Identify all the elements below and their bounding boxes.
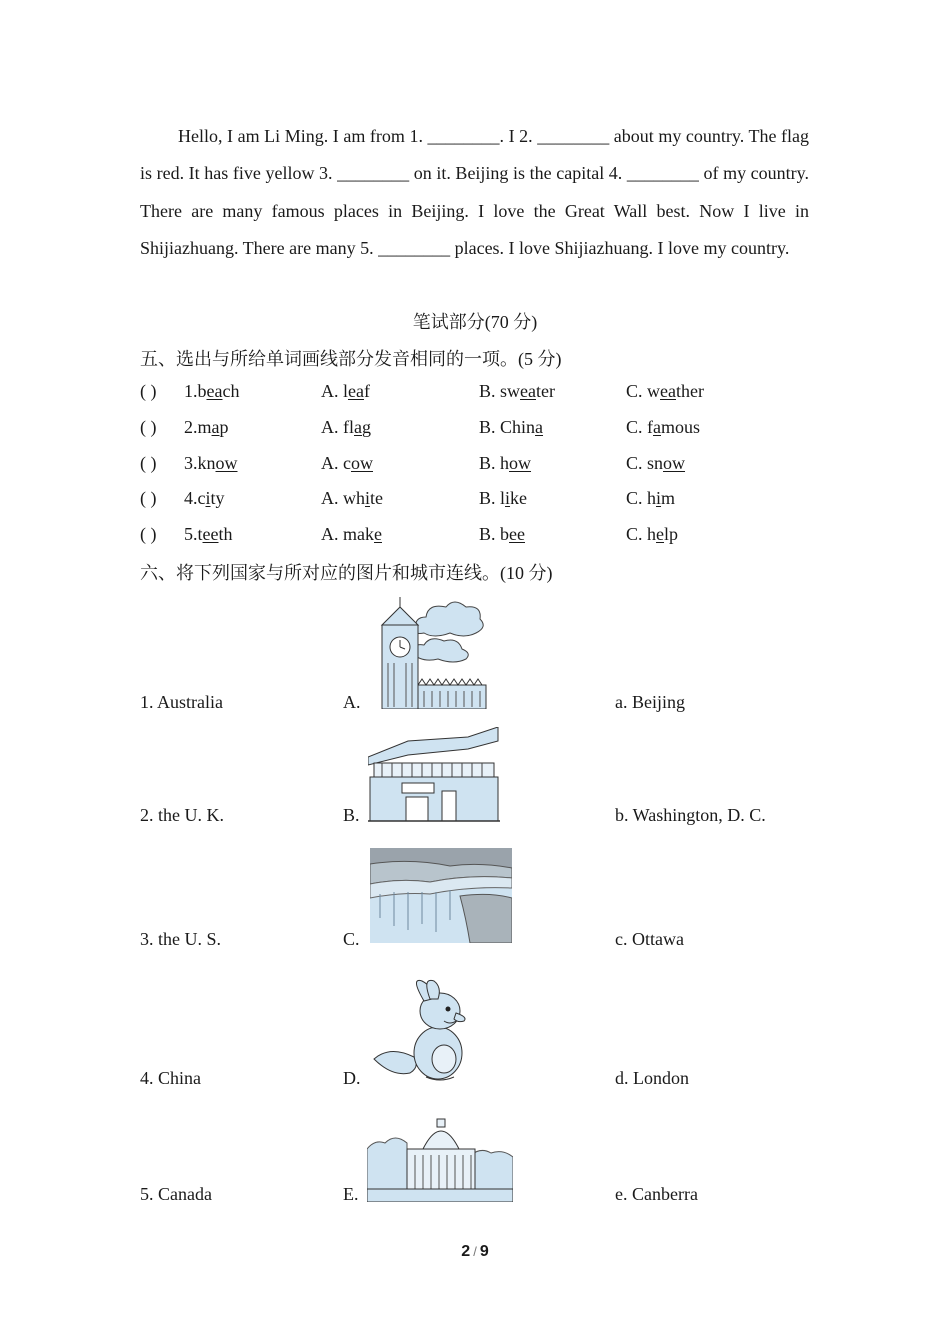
word-start: A. fl (321, 417, 354, 437)
option-a (321, 488, 383, 509)
option-b (479, 524, 525, 545)
option-a (321, 381, 370, 402)
given-word (184, 524, 233, 545)
picture-letter[interactable]: B. (343, 805, 360, 825)
word-end: te (370, 488, 384, 508)
word-start: B. sw (479, 381, 521, 401)
palace-museum-picture (368, 727, 500, 823)
underlined-sound: ea (660, 381, 676, 401)
word-end: f (363, 381, 370, 401)
option-b (479, 381, 555, 402)
word-start: C. sn (626, 453, 664, 473)
country-label[interactable]: 3. the U. S. (140, 929, 221, 949)
question-number: 4. (184, 488, 198, 508)
picture-letter[interactable]: E. (343, 1184, 359, 1204)
picture-letter[interactable]: A. (343, 692, 361, 712)
part5-heading: 五、选出与所给单词画线部分发音相同的一项。(5 分) (140, 349, 562, 369)
underlined-sound: ow (663, 453, 686, 473)
word-end: ch (222, 381, 240, 401)
underlined-sound: a (211, 417, 220, 437)
word-start: A. wh (321, 488, 365, 508)
word-start: C. f (626, 417, 653, 437)
word-start: C. w (626, 381, 661, 401)
given-word (184, 488, 225, 509)
underlined-sound: i (505, 488, 511, 508)
underlined-sound: a (653, 417, 661, 437)
word-end: ther (676, 381, 704, 401)
word-start: B. b (479, 524, 510, 544)
city-label[interactable]: e. Canberra (615, 1184, 698, 1204)
option-a (321, 524, 382, 545)
question-row (140, 524, 840, 554)
picture-letter[interactable]: C. (343, 929, 360, 949)
word-start: B. l (479, 488, 506, 508)
option-c (626, 488, 675, 509)
underlined-sound: ow (215, 453, 238, 473)
question-row (140, 381, 840, 411)
capitol-picture (367, 1109, 513, 1202)
underlined-sound: ee (202, 524, 219, 544)
answer-blank[interactable]: ( ) (140, 381, 157, 401)
word-end: ke (510, 488, 528, 508)
option-b (479, 417, 543, 438)
underlined-sound: ee (509, 524, 525, 544)
underlined-sound: i (656, 488, 662, 508)
option-b (479, 488, 527, 509)
underlined-sound: ow (351, 453, 373, 473)
city-label[interactable]: b. Washington, D. C. (615, 805, 766, 825)
city-label[interactable]: c. Ottawa (615, 929, 684, 949)
cloze-passage: Hello, I am Li Ming. I am from 1. ________. I 2. ________ about my country. The flag is red. It has five yellow 3. ________ on it. Beijing is the capital 4. ________ of my country. There are many famous places in Beijing. I love the Great Wall best. Now I live in Shijiazhuang. There are many 5. ________ places. I love Shijiazhuang. I love my country. (140, 126, 809, 259)
word-start: c (197, 488, 206, 508)
word-end: lp (664, 524, 679, 544)
answer-blank[interactable]: ( ) (140, 417, 157, 437)
option-c (626, 381, 704, 402)
country-label[interactable]: 1. Australia (140, 692, 223, 712)
question-row (140, 488, 840, 518)
word-start: t (197, 524, 203, 544)
option-c (626, 417, 700, 438)
underlined-sound: a (354, 417, 362, 437)
underlined-sound: i (365, 488, 371, 508)
underlined-sound: a (535, 417, 544, 437)
country-label[interactable]: 5. Canada (140, 1184, 212, 1204)
city-label[interactable]: a. Beijing (615, 692, 685, 712)
question-number: 2. (184, 417, 198, 437)
word-end: mous (661, 417, 701, 437)
country-label[interactable]: 4. China (140, 1068, 201, 1088)
question-row (140, 453, 840, 483)
section-title: 笔试部分(70 分) (412, 312, 538, 332)
option-c (626, 524, 678, 545)
kangaroo-picture (370, 977, 470, 1083)
word-start: b (197, 381, 207, 401)
answer-blank[interactable]: ( ) (140, 453, 157, 473)
question-row (140, 417, 840, 447)
word-start: B. h (479, 453, 510, 473)
word-start: A. c (321, 453, 351, 473)
word-end: g (362, 417, 371, 437)
word-start: B. Chin (479, 417, 536, 437)
word-end: ty (210, 488, 225, 508)
part6-heading: 六、将下列国家与所对应的图片和城市连线。(10 分) (140, 563, 553, 583)
word-start: A. mak (321, 524, 374, 544)
page-number (0, 1243, 950, 1261)
city-label[interactable]: d. London (615, 1068, 689, 1088)
question-number: 5. (184, 524, 198, 544)
answer-blank[interactable]: ( ) (140, 524, 157, 544)
question-number: 1. (184, 381, 198, 401)
given-word (184, 417, 229, 438)
given-word (184, 453, 238, 474)
underlined-sound: e (656, 524, 665, 544)
picture-letter[interactable]: D. (343, 1068, 361, 1088)
word-start: m (197, 417, 212, 437)
underlined-sound: e (374, 524, 382, 544)
word-end: m (661, 488, 676, 508)
word-start: kn (197, 453, 216, 473)
option-c (626, 453, 685, 474)
word-start: A. l (321, 381, 348, 401)
option-a (321, 417, 371, 438)
question-number: 3. (184, 453, 198, 473)
big-ben-picture (368, 597, 488, 709)
total-pages: 9 (479, 1243, 489, 1260)
underlined-sound: ea (206, 381, 223, 401)
given-word (184, 381, 239, 402)
word-start: C. h (626, 524, 657, 544)
word-end: th (218, 524, 233, 544)
underlined-sound: i (205, 488, 211, 508)
current-page: 2 (461, 1243, 471, 1260)
page-separator: / (473, 1244, 477, 1259)
option-b (479, 453, 531, 474)
niagara-falls-picture (370, 848, 512, 943)
underlined-sound: ea (348, 381, 364, 401)
country-label[interactable]: 2. the U. K. (140, 805, 224, 825)
word-end: ter (536, 381, 555, 401)
underlined-sound: ow (509, 453, 532, 473)
word-start: C. h (626, 488, 657, 508)
answer-blank[interactable]: ( ) (140, 488, 157, 508)
option-a (321, 453, 373, 474)
word-end: p (219, 417, 229, 437)
underlined-sound: ea (520, 381, 536, 401)
